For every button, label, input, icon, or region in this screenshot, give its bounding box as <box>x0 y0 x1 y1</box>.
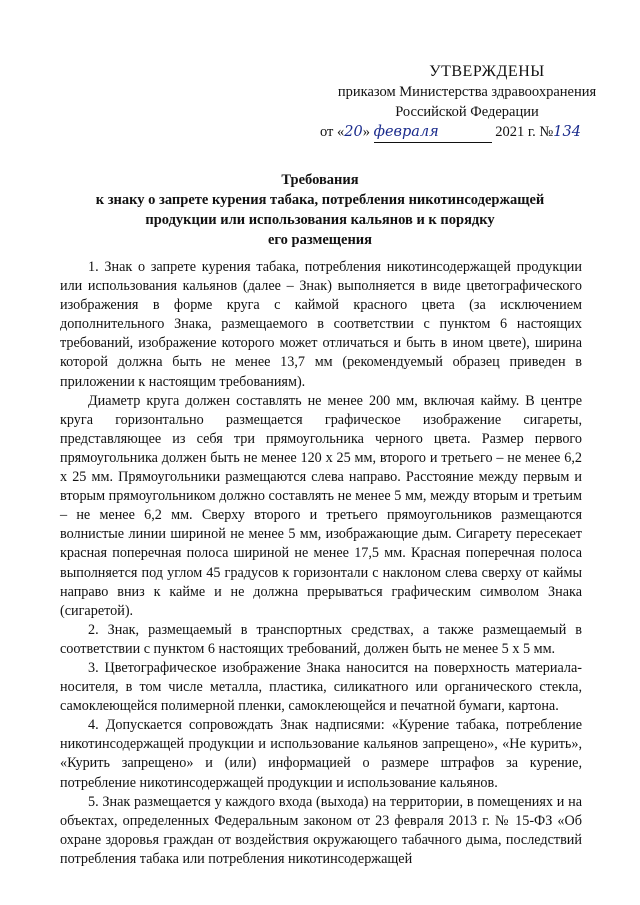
paragraph-2: 2. Знак, размещаемый в транспортных средствах, а также размещаемый в соответствии с пунктом 6 настоящих требований, должен быть не менее 5 х 5 мм. <box>60 621 582 657</box>
approval-date <box>320 122 622 143</box>
paragraph-3: 3. Цветографическое изображение Знака наносится на поверхность материала-носителя, в том числе металла, пластика, силикатного или органического стекла, самоклеющейся полимерной пленки, самоклеющейся и печатной бумаги, картона. <box>60 659 582 715</box>
handwritten-day: 20 <box>344 124 363 140</box>
paragraph-1-continued: Диаметр круга должен составлять не менее 200 мм, включая кайму. В центре круга горизонтально размещается графическое изображение сигареты, представляющее из себя три прямоугольника черного цвета. Размер первого прямоугольника должен быть не менее 120 х 25 мм, второго и третьего – не менее 6,2 х 25 мм. Прямоугольники размещаются слева направо. Расстояние между первым и вторым прямоугольником должно составлять не менее 5 мм, между вторым и третьим – не менее 6,2 мм. Сверху второго и третьего прямоугольников размещаются волнистые линии шириной не менее 5 мм, изображающие дым. Сигарету пересекает красная поперечная полоса шириной не менее 17,5 мм. Красная поперечная полоса выполняется под углом 45 градусов к горизонтали с наклоном слева сверху от каймы направо вниз к кайме и не должна прерываться графическим символом Знака (сигаретой). <box>60 392 582 619</box>
paragraph-4: 4. Допускается сопровождать Знак надписями: «Курение табака, потребление никотинсодержащей продукции и использование кальянов запрещено», «Не курить», «Курить запрещено» и (или) информацией о размере штрафов за курение, потребление никотинсодержащей продукции и использование кальянов. <box>60 717 582 791</box>
approval-stamp <box>312 62 622 143</box>
document-body <box>60 258 582 869</box>
approval-line-country: Российской Федерации <box>395 104 539 120</box>
title-line-3: продукции или использования кальянов и к порядку <box>145 212 495 228</box>
title-line-1: Требования <box>281 172 359 188</box>
date-prefix: от « <box>320 124 345 140</box>
paragraph-5: 5. Знак размещается у каждого входа (выхода) на территории, в помещениях и на объектах, определенных Федеральным законом от 23 февраля 2013 г. № 15-ФЗ «Об охране здоровья граждан от воздействия окружающего табачного дыма, последствий потребления табака или потребления никотинсодержащей <box>60 793 582 867</box>
approval-title: УТВЕРЖДЕНЫ <box>429 63 545 80</box>
handwritten-month: февраля <box>373 124 439 140</box>
title-line-2: к знаку о запрете курения табака, потребления никотинсодержащей <box>95 192 545 208</box>
date-mid: » <box>362 124 374 140</box>
handwritten-number: 134 <box>553 124 581 140</box>
title-line-4: его размещения <box>267 232 372 248</box>
approval-line-ministry: приказом Министерства здравоохранения <box>337 84 597 100</box>
date-year: 2021 г. № <box>491 124 554 140</box>
paragraph-1: 1. Знак о запрете курения табака, потребления никотинсодержащей продукции или использования кальянов (далее – Знак) выполняется в виде цветографического изображения в форме круга с каймой красного цвета (за исключением дополнительного Знака, размещаемого в соответствии с пунктом 6 настоящих требований, изображение которого может отличаться и быть в ином цвете), ширина которой должна быть не менее 13,7 мм (рекомендуемый образец приведен в приложении к настоящим требованиям). <box>60 259 582 390</box>
document-title <box>60 170 580 250</box>
